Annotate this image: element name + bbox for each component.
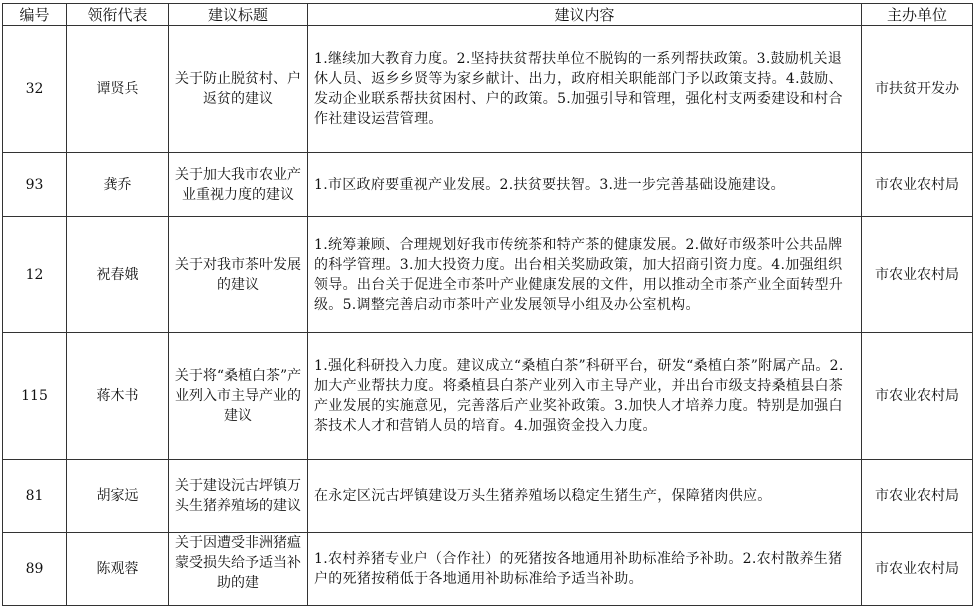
host-unit: 市农业农村局 [862, 217, 973, 333]
header-rep: 领衔代表 [67, 4, 169, 26]
proposal-number: 115 [3, 333, 67, 460]
lead-representative: 胡家远 [67, 460, 169, 533]
proposal-number: 12 [3, 217, 67, 333]
proposal-title: 关于因遭受非洲猪瘟蒙受损失给予适当补助的建 [169, 533, 308, 606]
proposal-title: 关于对我市茶叶发展的建议 [169, 217, 308, 333]
lead-representative: 陈观蓉 [67, 533, 169, 606]
proposal-number: 81 [3, 460, 67, 533]
host-unit: 市农业农村局 [862, 333, 973, 460]
proposal-title: 关于建设沅古坪镇万头生猪养殖场的建议 [169, 460, 308, 533]
proposal-content: 1.市区政府要重视产业发展。2.扶贫要扶智。3.进一步完善基础设施建设。 [308, 153, 862, 217]
table-row [3, 333, 973, 460]
proposal-table [2, 3, 973, 606]
lead-representative: 蒋木书 [67, 333, 169, 460]
table-row [3, 26, 973, 153]
host-unit: 市农业农村局 [862, 533, 973, 606]
header-num: 编号 [3, 4, 67, 26]
header-title: 建议标题 [169, 4, 308, 26]
table-row [3, 153, 973, 217]
host-unit: 市农业农村局 [862, 460, 973, 533]
table-row [3, 460, 973, 533]
proposal-title: 关于防止脱贫村、户返贫的建议 [169, 26, 308, 153]
host-unit: 市扶贫开发办 [862, 26, 973, 153]
proposal-content: 1.统筹兼顾、合理规划好我市传统茶和特产茶的健康发展。2.做好市级茶叶公共品牌的科学管理。3.加大投资力度。出台相关奖励政策，加大招商引资力度。4.加强组织领导。出台关于促进全市茶叶产业健康发展的文件，用以推动全市茶产业全面转型升级。5.调整完善启动市茶叶产业发展领导小组及办公室机构。 [308, 217, 862, 333]
lead-representative: 龚乔 [67, 153, 169, 217]
proposal-number: 89 [3, 533, 67, 606]
header-row [3, 4, 973, 26]
host-unit: 市农业农村局 [862, 153, 973, 217]
table-row [3, 533, 973, 606]
header-content: 建议内容 [308, 4, 862, 26]
proposal-title: 关于加大我市农业产业重视力度的建议 [169, 153, 308, 217]
proposal-title: 关于将“桑植白茶”产业列入市主导产业的建议 [169, 333, 308, 460]
lead-representative: 谭贤兵 [67, 26, 169, 153]
proposal-number: 93 [3, 153, 67, 217]
proposal-content: 在永定区沅古坪镇建设万头生猪养殖场以稳定生猪生产，保障猪肉供应。 [308, 460, 862, 533]
lead-representative: 祝春娥 [67, 217, 169, 333]
proposal-content: 1.强化科研投入力度。建议成立“桑植白茶”科研平台，研发“桑植白茶”附属产品。2.加大产业帮扶力度。将桑植县白茶产业列入市主导产业，并出台市级支持桑植县白茶产业发展的实施意见，完善落后产业奖补政策。3.加快人才培养力度。特别是加强白茶技术人才和营销人员的培育。4.加强资金投入力度。 [308, 333, 862, 460]
proposal-content: 1.继续加大教育力度。2.坚持扶贫帮扶单位不脱钩的一系列帮扶政策。3.鼓励机关退休人员、返乡乡贤等为家乡献计、出力，政府相关职能部门予以政策支持。4.鼓励、发动企业联系帮扶贫困村、户的政策。5.加强引导和管理，强化村支两委建设和村合作社建设运营管理。 [308, 26, 862, 153]
proposal-content: 1.农村养猪专业户（合作社）的死猪按各地通用补助标准给予补助。2.农村散养生猪户的死猪按稍低于各地通用补助标准给予适当补助。 [308, 533, 862, 606]
proposal-number: 32 [3, 26, 67, 153]
table-row [3, 217, 973, 333]
header-unit: 主办单位 [862, 4, 973, 26]
